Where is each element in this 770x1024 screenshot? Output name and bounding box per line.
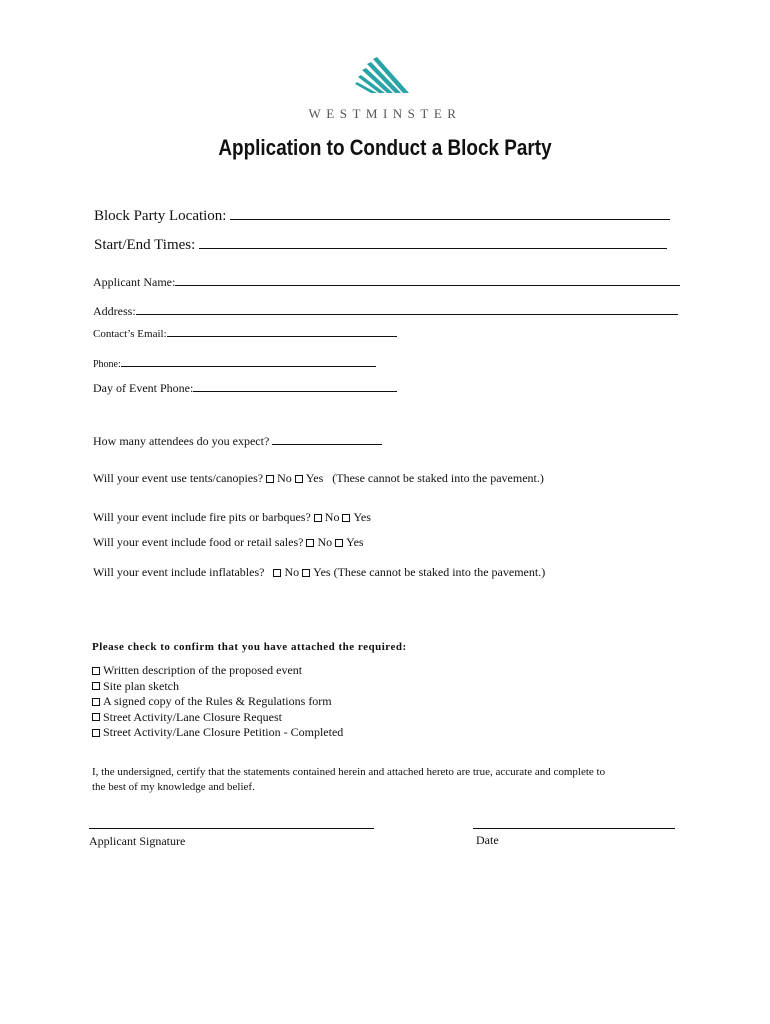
times-field[interactable] <box>199 247 667 249</box>
email-row <box>93 328 397 340</box>
no-label: No <box>324 510 340 524</box>
inflatables-note: (These cannot be staked into the pavement.) <box>333 565 546 579</box>
certification-line-1: I, the undersigned, certify that the statements contained herein and attached hereto are true, accurate and complete to <box>92 766 606 778</box>
applicant-label: Applicant Name: <box>93 275 176 289</box>
inflatables-row <box>93 565 545 580</box>
applicant-signature-line[interactable] <box>89 828 374 829</box>
phone-label: Phone: <box>93 359 121 370</box>
brand-name: WESTMINSTER <box>308 106 462 121</box>
attendees-question: How many attendees do you expect? <box>93 434 270 448</box>
location-field[interactable] <box>230 218 670 220</box>
address-field[interactable] <box>136 313 678 315</box>
attendees-row <box>93 434 382 449</box>
tents-yes-checkbox[interactable] <box>295 475 303 483</box>
checklist-checkbox[interactable] <box>92 729 100 737</box>
tents-note: (These cannot be staked into the pavement.) <box>332 471 544 485</box>
no-label: No <box>317 535 333 549</box>
applicant-row <box>93 275 680 290</box>
checklist-item[interactable]: A signed copy of the Rules & Regulations form <box>92 694 343 710</box>
times-label: Start/End Times: <box>94 237 196 253</box>
address-row <box>93 304 678 319</box>
certification-line-2: the best of my knowledge and belief. <box>92 781 255 793</box>
event-phone-field[interactable] <box>193 390 397 392</box>
firepits-question: Will your event include fire pits or barbques? <box>93 510 311 524</box>
phone-row <box>93 359 376 370</box>
event-phone-label: Day of Event Phone: <box>93 381 194 395</box>
address-label: Address: <box>93 304 136 318</box>
food-no-checkbox[interactable] <box>306 539 314 547</box>
checklist-item[interactable]: Site plan sketch <box>92 679 343 695</box>
checklist-heading: Please check to confirm that you have attached the required: <box>92 641 407 653</box>
email-field[interactable] <box>167 335 397 337</box>
food-question: Will your event include food or retail sales? <box>93 535 304 549</box>
food-row <box>93 535 364 550</box>
no-label: No <box>277 471 292 485</box>
attendees-field[interactable] <box>272 443 382 445</box>
checklist-checkbox[interactable] <box>92 667 100 675</box>
yes-label: Yes <box>313 565 331 579</box>
checklist-checkbox[interactable] <box>92 698 100 706</box>
applicant-signature-label: Applicant Signature <box>89 834 186 848</box>
email-label: Contact’s Email: <box>93 328 167 340</box>
times-row <box>94 237 667 254</box>
checklist-item[interactable]: Street Activity/Lane Closure Request <box>92 710 343 726</box>
tents-question: Will your event use tents/canopies? <box>93 471 264 485</box>
checklist-checkbox[interactable] <box>92 682 100 690</box>
firepits-no-checkbox[interactable] <box>314 514 322 522</box>
applicant-field[interactable] <box>175 284 680 286</box>
location-label: Block Party Location: <box>94 208 227 224</box>
tents-no-checkbox[interactable] <box>266 475 274 483</box>
no-label: No <box>284 565 300 579</box>
phone-field[interactable] <box>121 365 376 367</box>
checklist-item[interactable]: Street Activity/Lane Closure Petition - Completed <box>92 725 343 741</box>
yes-label: Yes <box>353 510 371 524</box>
date-label: Date <box>476 833 499 847</box>
inflatables-no-checkbox[interactable] <box>273 569 281 577</box>
westminster-logo-icon <box>355 55 415 95</box>
inflatables-yes-checkbox[interactable] <box>302 569 310 577</box>
firepits-yes-checkbox[interactable] <box>342 514 350 522</box>
food-yes-checkbox[interactable] <box>335 539 343 547</box>
checklist-checkbox[interactable] <box>92 713 100 721</box>
checklist-item[interactable]: Written description of the proposed event <box>92 663 343 679</box>
checklist <box>92 663 343 741</box>
event-phone-row <box>93 381 397 396</box>
inflatables-question: Will your event include inflatables? <box>93 565 265 579</box>
yes-label: Yes <box>346 535 364 549</box>
date-line[interactable] <box>473 828 675 829</box>
page-title: Application to Conduct a Block Party <box>218 135 552 160</box>
yes-label: Yes <box>305 471 324 485</box>
tents-row <box>93 471 544 486</box>
certification <box>92 765 605 795</box>
location-row <box>94 208 670 225</box>
firepits-row <box>93 510 371 525</box>
